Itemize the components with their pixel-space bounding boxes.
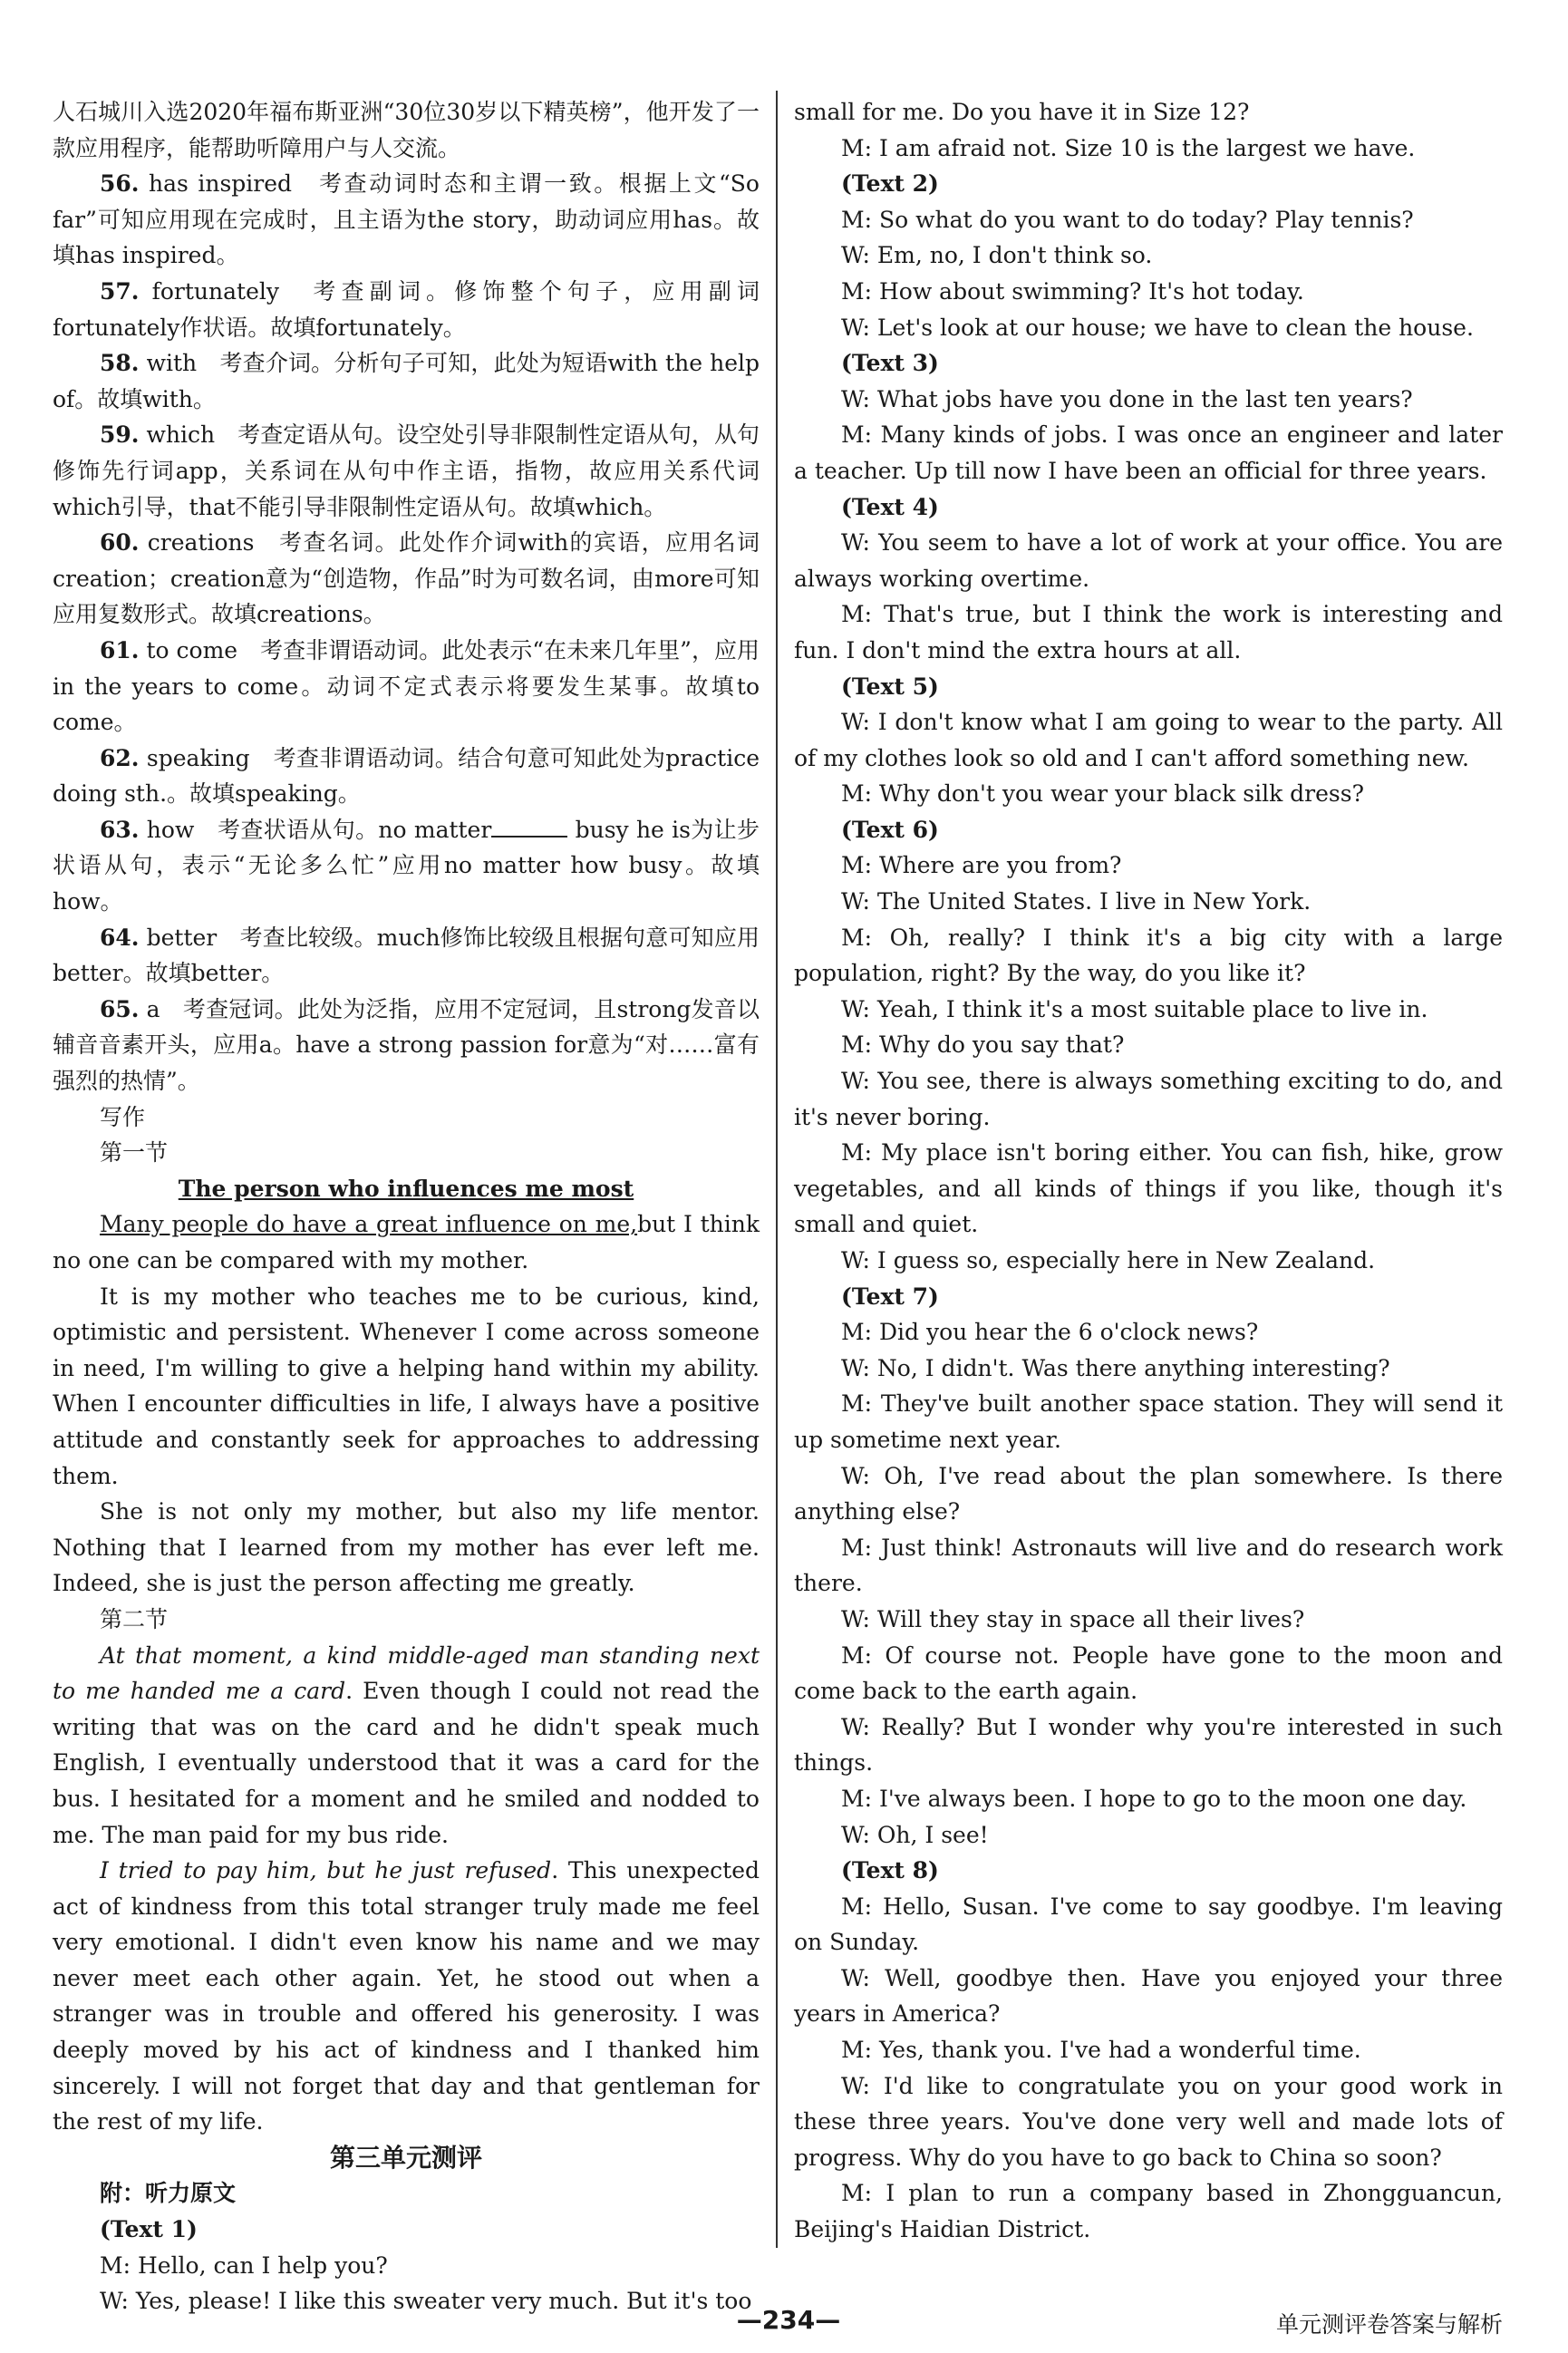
paragraph-text: (Text 5) — [841, 673, 939, 700]
right-paragraph — [794, 525, 1503, 596]
left-paragraph — [53, 1279, 760, 1495]
right-paragraph — [794, 166, 1503, 202]
paragraph-text: M: Hello, Susan. I've come to say goodbye. I'm leaving on Sunday. — [794, 1893, 1503, 1956]
question-number: 58. — [100, 350, 140, 377]
paragraph-text: W: Oh, I've read about the plan somewhere. Is there anything else? — [794, 1462, 1503, 1525]
left-paragraph — [53, 920, 760, 992]
running-footer: 单元测评卷答案与解析 — [1275, 2311, 1503, 2338]
right-paragraph — [794, 1853, 1503, 1889]
paragraph-text: busy he is为让步状语从句，表示“无论多么忙”应用no matter how busy。故填how。 — [53, 816, 760, 915]
left-paragraph — [53, 1206, 760, 1278]
left-paragraph — [53, 525, 760, 633]
paragraph-text: W: Em, no, I don't think so. — [841, 242, 1153, 269]
paragraph-text: M: Where are you from? — [841, 852, 1122, 879]
paragraph-text: W: Really? But I wonder why you're interested in such things. — [794, 1713, 1503, 1777]
left-paragraph — [53, 1135, 760, 1171]
question-number: 61. — [100, 636, 140, 663]
paragraph-text: a 考查冠词。此处为泛指，应用不定冠词，且strong发音以辅音音素开头，应用a。have a strong passion for意为“对……富有强烈的热情”。 — [53, 995, 760, 1095]
left-paragraph — [53, 2283, 760, 2319]
question-number: 65. — [100, 995, 140, 1022]
column-divider — [776, 91, 778, 2248]
right-paragraph — [794, 812, 1503, 848]
right-paragraph — [794, 2068, 1503, 2176]
paragraph-text: 第一节 — [100, 1139, 169, 1167]
right-paragraph — [794, 1314, 1503, 1351]
right-paragraph — [794, 202, 1503, 238]
paragraph-text: 附：听力原文 — [100, 2180, 237, 2207]
underlined-sentence: Many people do have a great influence on me, — [100, 1211, 638, 1238]
paragraph-text: has inspired 考查动词时态和主谓一致。根据上文“So far”可知应用现在完成时，且主语为the story，助动词应用has。故填has inspired。 — [53, 170, 760, 269]
paragraph-text: She is not only my mother, but also my life mentor. Nothing that I learned from my mother has ever left me. Indeed, she is just the person affecting me greatly. — [53, 1498, 760, 1597]
right-paragraph — [794, 1817, 1503, 1854]
question-number: 62. — [100, 744, 140, 771]
right-paragraph — [794, 669, 1503, 705]
left-paragraph — [53, 2175, 760, 2212]
paragraph-text: (Text 1) — [100, 2216, 198, 2243]
question-number: 63. — [100, 816, 140, 843]
paragraph-text: M: Did you hear the 6 o'clock news? — [841, 1319, 1259, 1346]
paragraph-text: M: I plan to run a company based in Zhongguancun, Beijing's Haidian District. — [794, 2180, 1503, 2243]
paragraph-text: 人石城川入选2020年福布斯亚洲“30位30岁以下精英榜”，他开发了一款应用程序，能帮助听障用户与人交流。 — [53, 99, 760, 161]
paragraph-text: W: Yes, please! I like this sweater very much. But it's too — [100, 2288, 752, 2315]
question-number: 60. — [100, 529, 140, 557]
right-paragraph — [794, 920, 1503, 992]
left-paragraph — [53, 1853, 760, 2140]
paragraph-text: M: My place isn't boring either. You can fish, hike, grow vegetables, and all kinds of things if you like, though it's small and quiet. — [794, 1139, 1503, 1238]
paragraph-text: M: Oh, really? I think it's a big city with a large population, right? By the way, do you like it? — [794, 924, 1503, 987]
right-paragraph — [794, 1027, 1503, 1063]
italic-sentence: I tried to pay him, but he just refused — [100, 1857, 552, 1884]
right-paragraph — [794, 1781, 1503, 1817]
left-paragraph — [53, 741, 760, 812]
italic-sentence: At that moment, a kind middle-aged man standing next to me handed me a card — [53, 1641, 760, 1705]
paragraph-text: speaking 考查非谓语动词。结合句意可知此处为practice doing sth.。故填speaking。 — [53, 744, 760, 808]
paragraph-text: (Text 7) — [841, 1283, 939, 1310]
paragraph-text: better 考查比较级。much修饰比较级且根据句意可知应用better。故填better。 — [53, 924, 760, 987]
paragraph-text: W: You seem to have a lot of work at your office. You are always working overtime. — [794, 529, 1503, 592]
right-paragraph — [794, 884, 1503, 920]
left-paragraph — [53, 1602, 760, 1638]
paragraph-text: small for me. Do you have it in Size 12? — [794, 99, 1250, 125]
right-paragraph — [794, 1602, 1503, 1638]
question-number: 59. — [100, 421, 140, 449]
left-paragraph — [53, 633, 760, 741]
left-paragraph — [53, 2140, 760, 2176]
paragraph-text: (Text 2) — [841, 170, 939, 198]
left-paragraph — [53, 992, 760, 1099]
right-paragraph — [794, 1063, 1503, 1135]
paragraph-text: (Text 6) — [841, 816, 939, 843]
paragraph-text: to come 考查非谓语动词。此处表示“在未来几年里”，应用in the years to come。动词不定式表示将要发生某事。故填to come。 — [53, 636, 760, 736]
blank-line — [491, 816, 567, 838]
paragraph-text: M: Hello, can I help you? — [100, 2251, 388, 2279]
right-paragraph — [794, 489, 1503, 526]
left-paragraph — [53, 2248, 760, 2284]
paragraph-text: W: Oh, I see! — [841, 1821, 989, 1848]
left-paragraph — [53, 1494, 760, 1602]
paragraph-text: (Text 3) — [841, 350, 939, 377]
left-paragraph — [53, 1638, 760, 1854]
paragraph-text: creations 考查名词。此处作介词with的宾语，应用名词creation；creation意为“创造物，作品”时为可数名词，由more可知应用复数形式。故填creations。 — [53, 529, 760, 628]
paragraph-text: 第三单元测评 — [329, 2142, 482, 2173]
paragraph-text: but I think no one can be compared with my mother. — [53, 1211, 760, 1273]
paragraph-text: (Text 4) — [841, 493, 939, 520]
right-paragraph — [794, 1135, 1503, 1243]
paragraph-text: 写作 — [100, 1103, 146, 1130]
page-number: —234— — [736, 2305, 841, 2335]
right-paragraph — [794, 310, 1503, 346]
paragraph-text: W: Yeah, I think it's a most suitable place to live in. — [841, 995, 1428, 1022]
right-paragraph — [794, 1961, 1503, 2032]
paragraph-text: W: I guess so, especially here in New Zealand. — [841, 1247, 1376, 1273]
right-paragraph — [794, 1279, 1503, 1315]
question-number: 64. — [100, 924, 140, 951]
left-paragraph — [53, 1171, 760, 1207]
right-paragraph — [794, 237, 1503, 274]
right-paragraph — [794, 94, 1503, 131]
left-paragraph — [53, 166, 760, 274]
right-paragraph — [794, 2175, 1503, 2247]
right-paragraph — [794, 776, 1503, 812]
paragraph-text: M: Of course not. People have gone to the moon and come back to the earth again. — [794, 1641, 1503, 1705]
right-paragraph — [794, 382, 1503, 418]
paragraph-text: It is my mother who teaches me to be curious, kind, optimistic and persistent. Whenever I come across someone in need, I'm willing to give a helping hand within my ability. When I encounter difficulties in life, I always have a positive attitude and constantly seek for approaches to addressing them. — [53, 1283, 760, 1489]
paragraph-text: M: Why do you say that? — [841, 1031, 1125, 1059]
paragraph-text: M: I've always been. I hope to go to the moon one day. — [841, 1785, 1467, 1812]
right-paragraph — [794, 596, 1503, 668]
paragraph-text: M: Yes, thank you. I've had a wonderful time. — [841, 2037, 1361, 2064]
right-paragraph — [794, 1458, 1503, 1530]
right-paragraph — [794, 704, 1503, 776]
paragraph-text: how 考查状语从句。no matter — [139, 816, 492, 843]
paragraph-text: M: I am afraid not. Size 10 is the largest we have. — [841, 134, 1416, 161]
paragraph-text: W: I'd like to congratulate you on your good work in these three years. You've done very well and made lots of progress. Why do you have to go back to China so soon? — [794, 2072, 1503, 2171]
left-paragraph — [53, 345, 760, 417]
question-number: 56. — [100, 170, 140, 198]
paragraph-text: M: So what do you want to do today? Play tennis? — [841, 206, 1414, 233]
right-paragraph — [794, 131, 1503, 167]
paragraph-text: M: Just think! Astronauts will live and do research work there. — [794, 1534, 1503, 1597]
paragraph-text: M: That's true, but I think the work is interesting and fun. I don't mind the extra hours at all. — [794, 601, 1503, 663]
left-column — [53, 94, 760, 2319]
right-paragraph — [794, 847, 1503, 884]
right-paragraph — [794, 1530, 1503, 1602]
paragraph-text: W: Let's look at our house; we have to clean the house. — [841, 314, 1474, 341]
paragraph-text: 第二节 — [100, 1605, 169, 1632]
right-paragraph — [794, 1351, 1503, 1387]
left-paragraph — [53, 1099, 760, 1136]
paragraph-text: (Text 8) — [841, 1857, 939, 1884]
paragraph-text: W: No, I didn't. Was there anything interesting? — [841, 1354, 1390, 1381]
paragraph-text: M: They've built another space station. They will send it up sometime next year. — [794, 1390, 1503, 1453]
left-paragraph — [53, 812, 760, 920]
right-column — [794, 94, 1503, 2248]
right-paragraph — [794, 1889, 1503, 1961]
paragraph-text: W: What jobs have you done in the last ten years? — [841, 385, 1413, 412]
paragraph-text: . Even though I could not read the writing that was on the card and he didn't speak much English, I eventually understood that it was a card for the bus. I hesitated for a moment and he smiled and nodded to me. The man paid for my bus ride. — [53, 1678, 760, 1848]
right-paragraph — [794, 345, 1503, 382]
right-paragraph — [794, 992, 1503, 1028]
question-number: 57. — [100, 277, 140, 305]
right-paragraph — [794, 417, 1503, 489]
paragraph-text: M: Many kinds of jobs. I was once an engineer and later a teacher. Up till now I have been an official for three years. — [794, 421, 1503, 484]
paragraph-text: W: You see, there is always something exciting to do, and it's never boring. — [794, 1068, 1503, 1130]
right-paragraph — [794, 274, 1503, 310]
paragraph-text: M: Why don't you wear your black silk dress? — [841, 780, 1364, 808]
paragraph-text: W: Will they stay in space all their lives? — [841, 1605, 1305, 1632]
right-paragraph — [794, 1638, 1503, 1709]
paragraph-text: with 考查介词。分析句子可知，此处为短语with the help of。故填with。 — [53, 350, 760, 412]
paragraph-text: . This unexpected act of kindness from this total stranger truly made me feel very emotional. I didn't even know his name and we may never meet each other again. Yet, he stood out when a stranger was in trouble and offered his generosity. I was deeply moved by his act of kindness and I thanked him sincerely. I will not forget that day and that gentleman for the rest of my life. — [53, 1857, 760, 2135]
left-paragraph — [53, 274, 760, 345]
paragraph-text: W: I don't know what I am going to wear to the party. All of my clothes look so old and I can't afford something new. — [794, 709, 1503, 771]
paragraph-text: fortunately 考查副词。修饰整个句子，应用副词fortunately作状语。故填fortunately。 — [53, 277, 760, 341]
paragraph-text: which 考查定语从句。设空处引导非限制性定语从句，从句修饰先行词app，关系词在从句中作主语，指物，故应用关系代词which引导，that不能引导非限制性定语从句。故填which。 — [53, 421, 760, 520]
right-paragraph — [794, 1243, 1503, 1279]
right-paragraph — [794, 1386, 1503, 1457]
right-paragraph — [794, 1709, 1503, 1781]
paragraph-text: W: The United States. I live in New York. — [841, 888, 1312, 915]
left-paragraph — [53, 417, 760, 525]
paragraph-text: W: Well, goodbye then. Have you enjoyed your three years in America? — [794, 1964, 1503, 2028]
right-paragraph — [794, 2032, 1503, 2068]
left-paragraph — [53, 94, 760, 166]
left-paragraph — [53, 2212, 760, 2248]
paragraph-text: The person who influences me most — [178, 1175, 634, 1202]
paragraph-text: M: How about swimming? It's hot today. — [841, 277, 1304, 305]
